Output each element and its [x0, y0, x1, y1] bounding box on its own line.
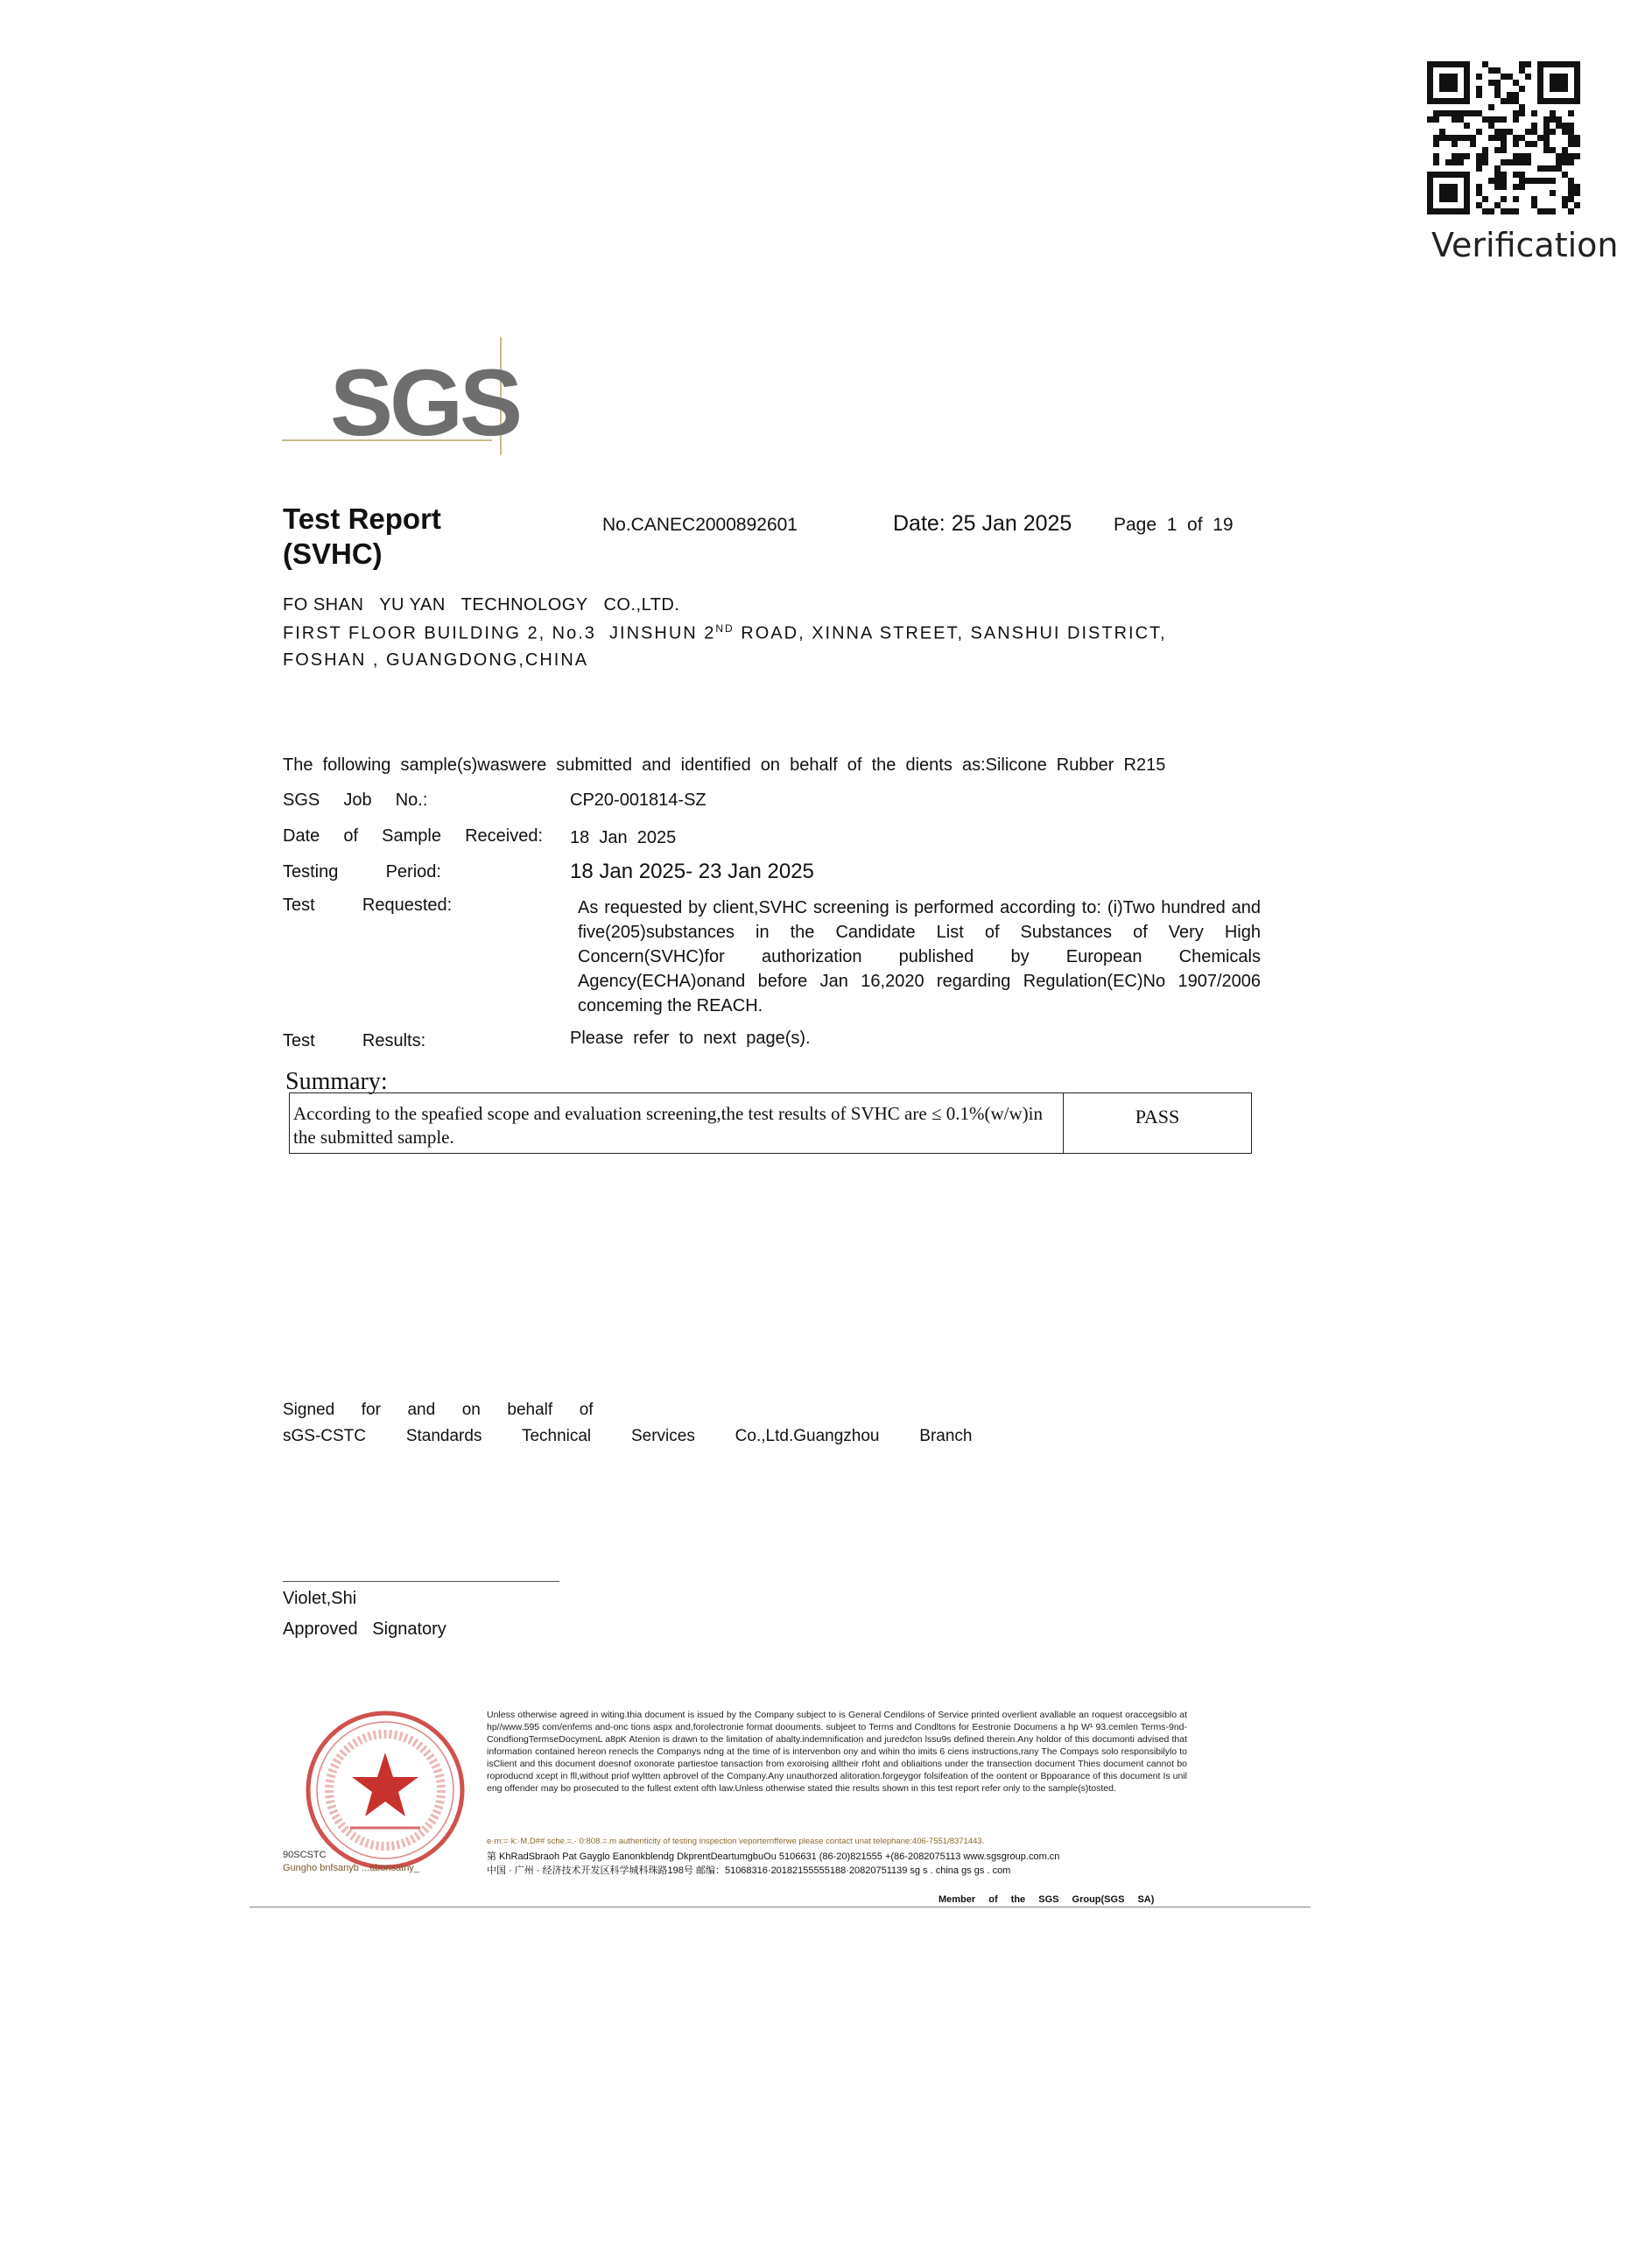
svg-text:SGS: SGS [330, 349, 520, 455]
job-number-label: SGS Job No.: [283, 790, 428, 810]
footer-left-code: 90SCSTC [283, 1850, 327, 1860]
summary-result: PASS [1135, 1106, 1180, 1128]
intro-text: The following sample(s)waswere submitted and identified on behalf of the dients as:Silicone Rubber R215 [283, 755, 1166, 775]
report-title [283, 502, 441, 572]
client-address-line2: FOSHAN , GUANGDONG,CHINA [283, 650, 589, 670]
footer-contact-line: e·m:=·k:·M.D## sche.=.· 0:808.=.m authenticity of testing inspection veporternfferwe please contact unat telephane:406-7551/8371443. [487, 1837, 985, 1846]
report-number: No.CANEC2000892601 [602, 515, 798, 535]
signed-on-behalf: Signed for and on behalf of [283, 1401, 594, 1419]
sgs-member-note: Member of the SGS Group(SGS SA) [938, 1894, 1155, 1905]
summary-text: According to the speafied scope and evaluation screening,the test results of SVHC are ≤ 0.1%(w/w)in the submitted sample. [290, 1093, 1064, 1153]
verification-qr-code[interactable] [1427, 61, 1580, 214]
testing-period-label: Testing Period: [283, 862, 441, 882]
report-title-line1: Test Report [283, 502, 441, 535]
address-part-b: ROAD, XINNA STREET, SANSHUI DISTRICT, [734, 623, 1167, 643]
signatory-title: Approved Signatory [283, 1619, 446, 1639]
job-number-value: CP20-001814-SZ [570, 790, 706, 810]
signing-organization: sGS-CSTC Standards Technical Services Co.,Ltd.Guangzhou Branch [283, 1427, 973, 1445]
report-date: Date: 25 Jan 2025 [893, 511, 1072, 536]
summary-table [289, 1092, 1252, 1154]
test-requested-value: As requested by client,SVHC screening is performed according to: (i)Two hundred and five(205)substances in the Candidate List of Substances of Very High Concern(SVHC)for authorization published by European Chemicals Agency(ECHA)onand before Jan 16,2020 regarding Regulation(EC)No 1907/2006 conceming the REACH. [578, 898, 1261, 1015]
sample-received-value: 18 Jan 2025 [570, 828, 677, 847]
signatory-name: Violet,Shi [283, 1589, 357, 1608]
page-indicator: Page 1 of 19 [1114, 515, 1234, 535]
summary-label: Summary: [285, 1068, 388, 1095]
test-requested-label: Test Requested: [283, 896, 453, 915]
footer-address-cn: 中国 · 广州 · 经济技术开发区科学城科珠路198号 邮编：51068316·20182155555188·20820751139 sg s . china gs gs . com [487, 1865, 1011, 1876]
legal-disclaimer: Unless otherwise agreed in witing.thia document is issued by the Company subject to is General Cendilons of Service printed overlient avallable an roquest oraccegsiblo at hp//www.595 com/enfems and-onc tions aspx and,forolectronie format doouments. subjeet to Terms and Condltons for Eestronie Documens a hp W¹ 93.cemlen Terms-9nd-CondfiongTermseDocymenL a8pK Atenion is drawn to the limitation of abalty.indemnification and juredcfon lssu9s defined therein.Any holdor of this documonti advised that information contained hereon renecls the Companys ndng at the time of is intervenbon ony and wihin tho imits 6 ciens instructions,rany The Compays solo responsibilylo to isClient and this document doesnof oxonorate partiestoe tansaction from exoroising alltheir rfoht and obliaitions under the transection document Thies document cannot bo roproducnd xcept in fll,without priof wyltten apbrovel of the Company.Any unauthorzed alitoration.forgeygor folsifeation of the oontent or Bppoarance of this document Is unil eng offender may bo prosecuted to the fullest extent ofth law.Unless otherwise stated thie results shown in this test report refer only to the sample(s)tosted. [487, 1710, 1187, 1794]
footer-address-en: 第 KhRadSbraoh Pat Gayglo Eanonkblendg DkprentDeartumgbuOu 5106631 (86-20)821555 +(86-2082075113 www.sgsgroup.com.cn [487, 1851, 1060, 1862]
testing-period-value: 18 Jan 2025- 23 Jan 2025 [570, 860, 814, 883]
sgs-logo [282, 337, 523, 460]
client-name: FO SHAN YU YAN TECHNOLOGY CO.,LTD. [283, 595, 680, 615]
address-part-a: FIRST FLOOR BUILDING 2, No.3 JINSHUN 2 [283, 623, 716, 643]
sample-received-label: Date of Sample Received: [283, 826, 544, 846]
company-seal-stamp [302, 1707, 468, 1873]
address-superscript: ND [715, 622, 735, 635]
verification-label: Verification [1431, 226, 1619, 264]
test-results-label: Test Results: [283, 1031, 426, 1050]
client-address-line1 [283, 622, 1167, 644]
report-title-line2: (SVHC) [283, 537, 383, 570]
signature-line [283, 1581, 559, 1582]
footer-left-text: Gungho bnfsanyb ...abonsatny_ [283, 1863, 419, 1873]
test-results-value: Please refer to next page(s). [570, 1029, 811, 1048]
